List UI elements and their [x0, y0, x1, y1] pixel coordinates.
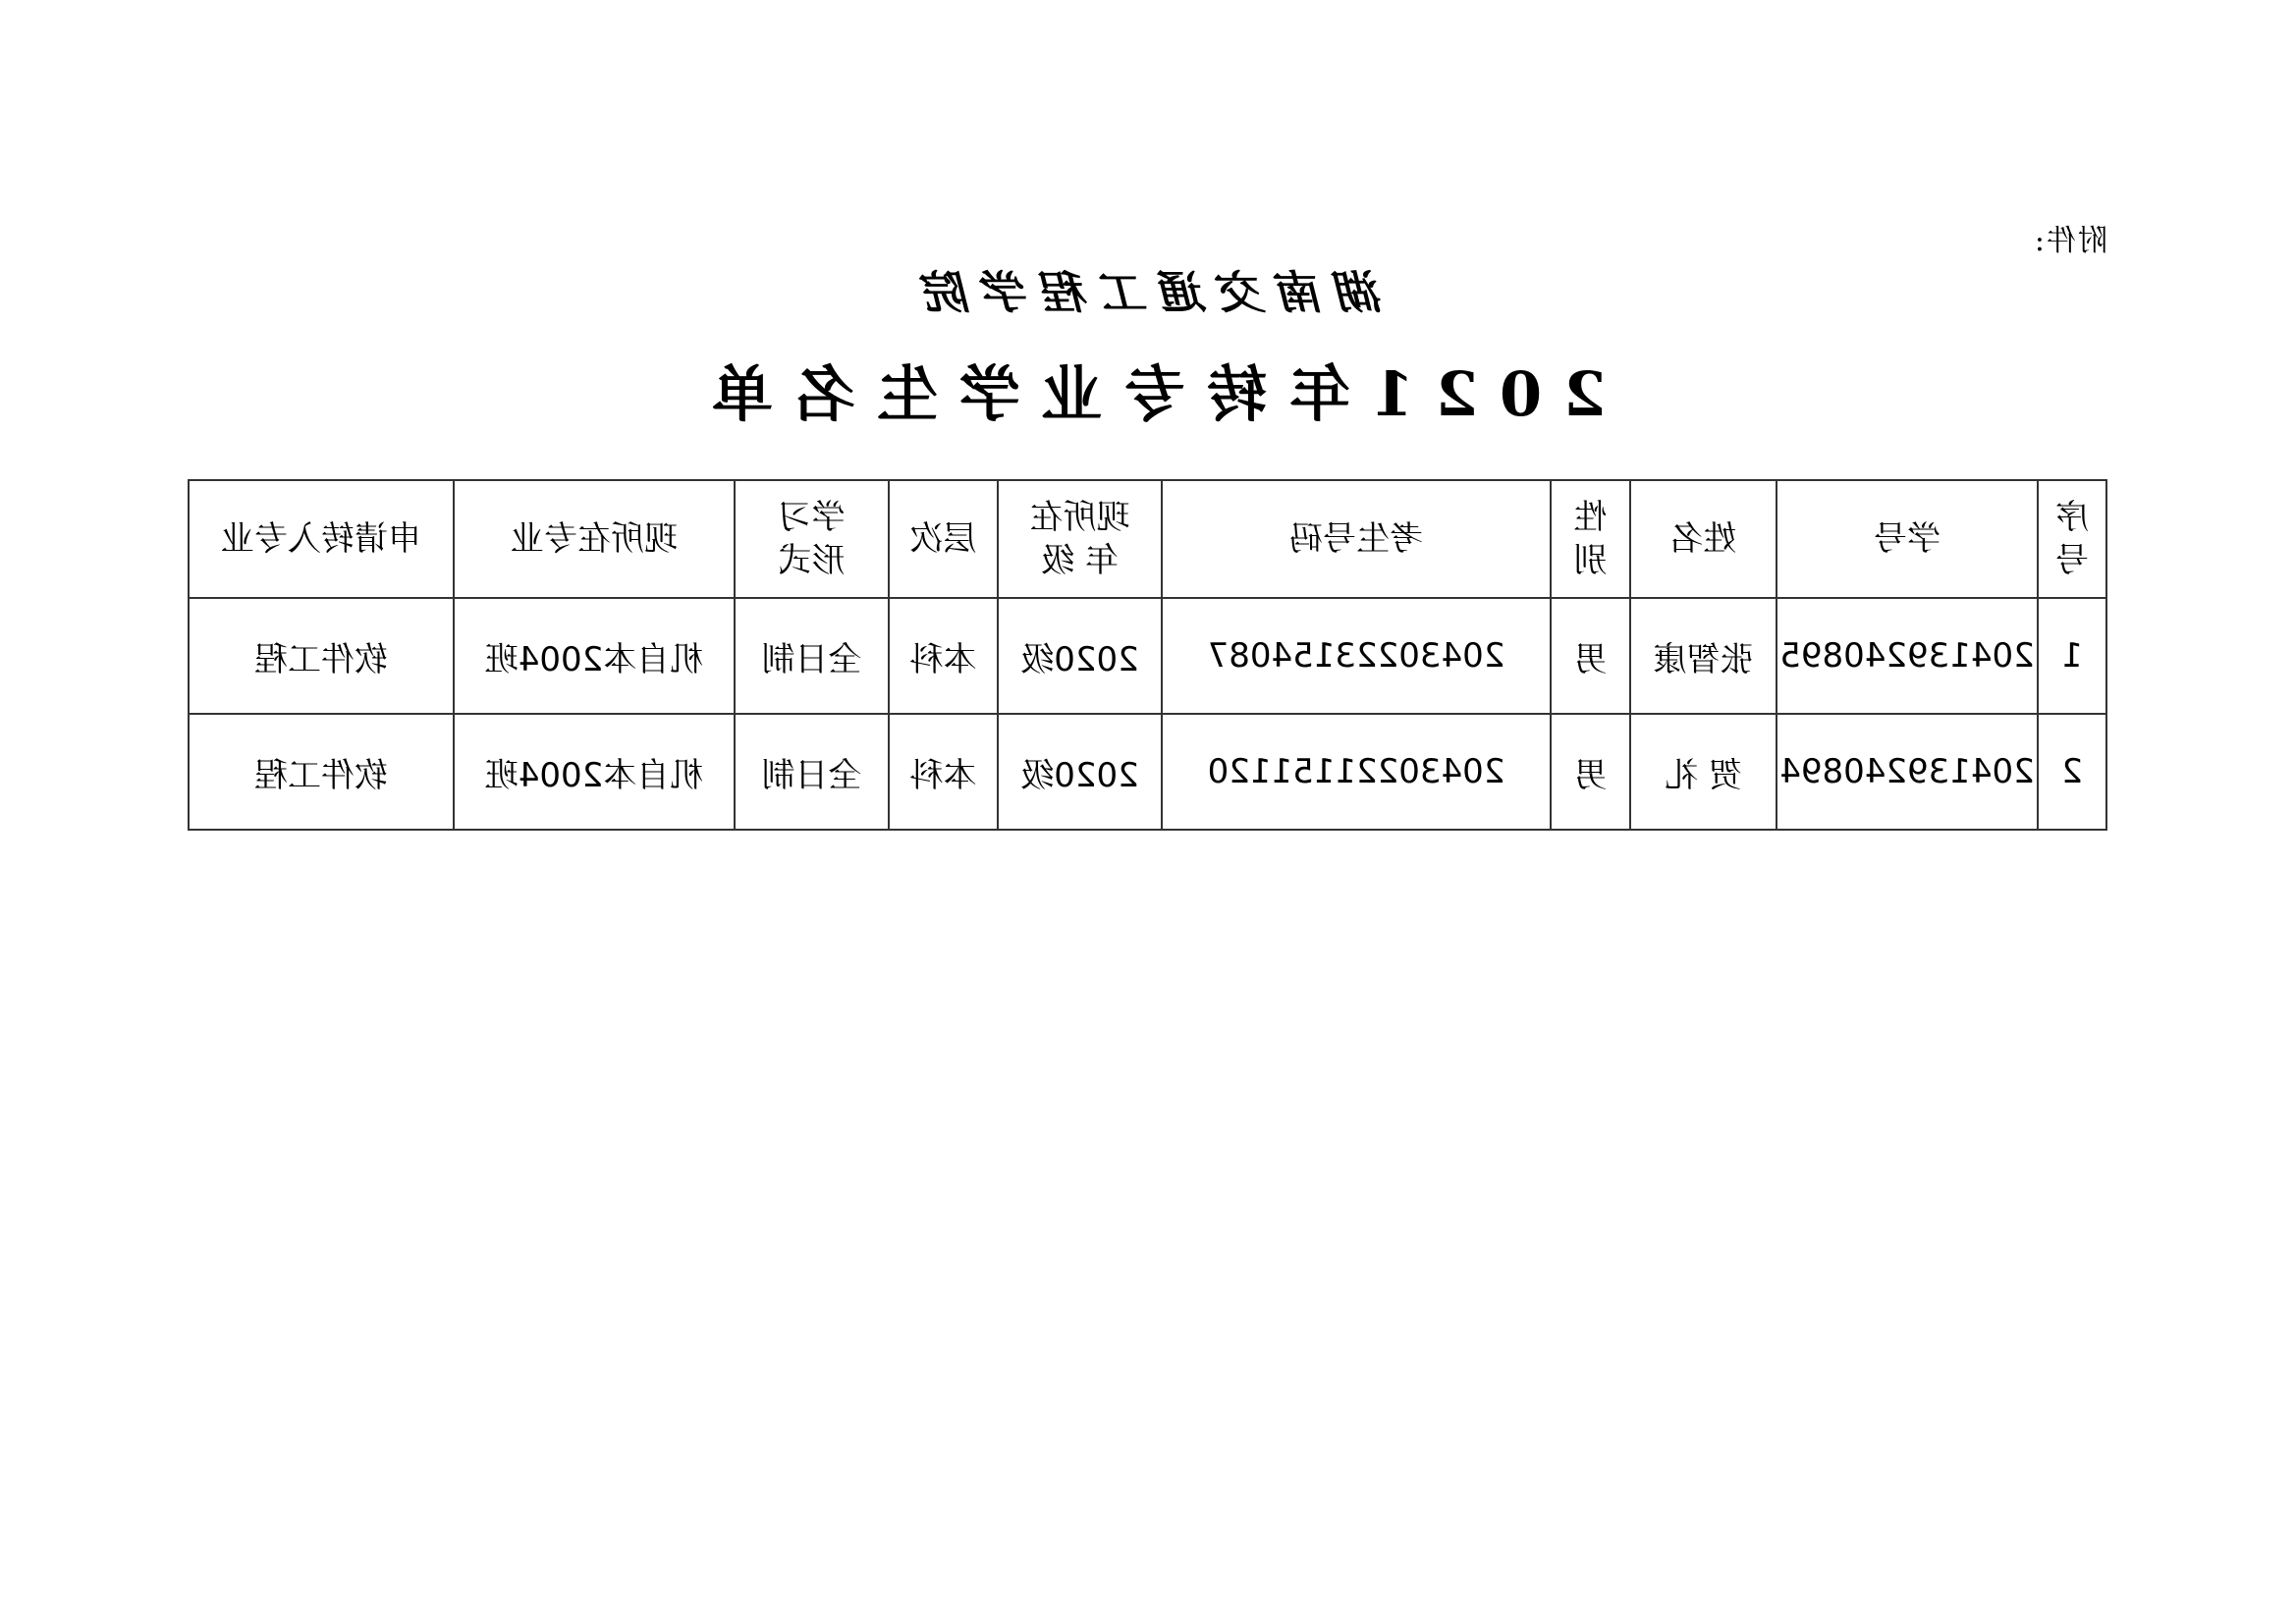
- cell-study-mode: 全日制: [735, 598, 889, 714]
- header-student-id: 学号: [1777, 480, 2038, 598]
- institution-name: 湖南交通工程学院: [912, 266, 1384, 319]
- header-study-mode-line-1: 学习: [778, 498, 846, 537]
- cell-gender: 男: [1551, 714, 1630, 830]
- cell-grade: 2020级: [998, 714, 1162, 830]
- cell-target-major: 软件工程: [189, 714, 454, 830]
- cell-current-major: 机自本2004班: [454, 714, 735, 830]
- cell-exam-no: 20430221151120: [1162, 714, 1551, 830]
- header-grade-line-2: 年 级: [1041, 541, 1119, 580]
- header-target-major: 申请转入专业: [189, 480, 454, 598]
- cell-name: 张智康: [1630, 598, 1777, 714]
- cell-seq: 2: [2038, 714, 2106, 830]
- cell-level: 本科: [889, 598, 998, 714]
- header-gender: [1551, 480, 1630, 598]
- header-seq-line-2: 号: [2055, 541, 2089, 580]
- header-exam-no: 考生号码: [1162, 480, 1551, 598]
- cell-study-mode: 全日制: [735, 714, 889, 830]
- cell-student-id: 204139240894: [1777, 714, 2038, 830]
- attachment-label: 附件:: [2032, 224, 2107, 258]
- cell-seq: 1: [2038, 598, 2106, 714]
- header-seq: [2038, 480, 2106, 598]
- cell-target-major: 软件工程: [189, 598, 454, 714]
- table-row: [189, 598, 2106, 714]
- cell-gender: 男: [1551, 598, 1630, 714]
- table-row: [189, 714, 2106, 830]
- table-header-row: [189, 480, 2106, 598]
- cell-exam-no: 20430223154087: [1162, 598, 1551, 714]
- header-gender-line-1: 性: [1573, 498, 1608, 537]
- header-name: 姓名: [1630, 480, 1777, 598]
- cell-name: 贺 礼: [1630, 714, 1777, 830]
- header-grade: [998, 480, 1162, 598]
- header-current-major: 现所在专业: [454, 480, 735, 598]
- header-study-mode: [735, 480, 889, 598]
- cell-student-id: 204139240895: [1777, 598, 2038, 714]
- header-gender-line-2: 别: [1573, 541, 1608, 580]
- header-study-mode-line-2: 形式: [778, 541, 846, 580]
- cell-level: 本科: [889, 714, 998, 830]
- header-level: 层次: [889, 480, 998, 598]
- header-grade-line-1: 现所在: [1029, 498, 1130, 537]
- transfer-students-table: [188, 479, 2107, 831]
- header-seq-line-1: 序: [2055, 498, 2089, 537]
- cell-current-major: 机自本2004班: [454, 598, 735, 714]
- cell-grade: 2020级: [998, 598, 1162, 714]
- document-title: 2021年转专业学生名单: [689, 358, 1607, 430]
